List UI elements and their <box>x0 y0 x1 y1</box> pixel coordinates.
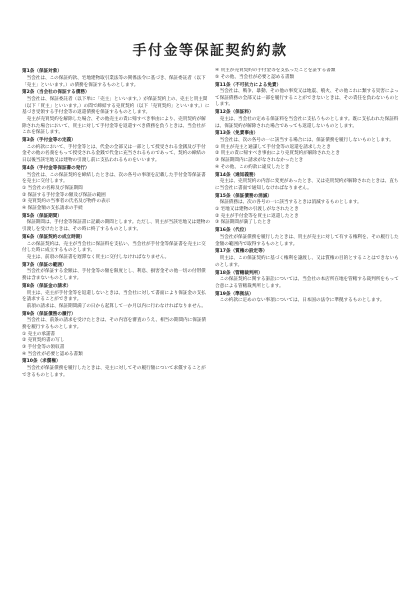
article-heading: 第6条（保証契約の成立時期） <box>22 234 85 240</box>
article-paragraph: 売主は、当会社の定める保証料を当会社に支払うものとします。既に支払われた保証料は、保証契約が解除された場合であっても返還しないものとします。 <box>215 116 399 129</box>
article-paragraph: 売主は、売買契約の内容に変更があったとき、又は売買契約が解除されたときは、直ちに当会社に書面で通知しなければなりません。 <box>215 179 399 191</box>
article-paragraph: この保証契約は、売主が当会社に保証料を支払い、当会社が手付金等保証書を売主に交付した時に成立するものとします。 <box>22 241 206 254</box>
article-heading: 第18条（管轄裁判所） <box>215 270 263 276</box>
list-item: ① 宅地又は建物の引渡しがなされたとき <box>215 207 299 213</box>
article-paragraph: 買主は、売主が手付金等を返還しないときは、当会社に対して書面により保証金の支払を請求することができます。 <box>22 290 206 303</box>
list-item: ③ 手付金等の領収書 <box>22 344 65 350</box>
article-heading: 第14条（通知義務） <box>215 172 259 178</box>
article-heading: 第19条（準拠法） <box>215 291 254 297</box>
article-paragraph: 当会社は、保証委託者（以下単に「売主」といいます。）が保証契約上の、売主と買主間（以下「買主」といいます。）の間で締結する売買契約（以下「売買契約」といいます。）に基づき受領する手付金等の返還債務を保証するものとします。 <box>22 97 210 116</box>
list-item: ④ 買主が売買契約の手付金等を支払ったことを証する書類 <box>215 68 336 73</box>
list-item: ④ 当会社が必要と認める書類 <box>22 351 83 357</box>
article-paragraph: 当会社が保証債務を履行したときは、買主が売主に対して有する権利を、その履行した金額の範囲内で取得するものとします。 <box>215 234 399 247</box>
article-paragraph: 売主が売買契約を解除した場合、その他売主の責に帰すべき事由により、売買契約が解除された場合において、買主に対して手付金等を返還すべき債務を負うときは、当会社がこれを保証します。 <box>22 116 206 136</box>
list-item: ① 売主の承諾書 <box>22 331 56 337</box>
article-heading: 第8条（保証金の請求） <box>22 283 72 289</box>
list-item: ② 売主が手付金等を買主に返還したとき <box>215 213 299 219</box>
list-item: ② 売買契約書の写し <box>22 338 65 344</box>
article-heading: 第2条（当会社の保証する債務） <box>22 90 90 96</box>
article-paragraph: この保証契約に関する訴訟については、当会社の本店所在地を管轄する裁判所をもって合意による管轄裁判所とします。 <box>215 277 399 289</box>
article-paragraph: 売主は、前項の保証書を遅滞なく買主に交付しなければなりません。 <box>26 254 170 260</box>
article-heading: 第10条（求償権） <box>22 359 61 365</box>
article-heading: 第12条（保証料） <box>215 110 254 116</box>
article-heading: 第5条（保証期間） <box>22 213 62 219</box>
article-paragraph: 買主は、この保証契約に基づく権利を譲渡し、又は質権の目的とすることはできないものとします。 <box>215 256 399 268</box>
right-column <box>215 68 403 588</box>
list-item: ⑤ その他、当会社が必要と認める書類 <box>215 74 295 80</box>
article-paragraph: 当会社は、前条の請求を受けたときは、その内容を審査のうえ、相当の期間内に保証債務を履行するものとします。 <box>22 318 207 330</box>
list-item: ② 保証する手付金等の額及び保証の範囲 <box>22 192 106 198</box>
article-heading: 第1条（保証対象） <box>22 69 62 75</box>
article-paragraph: 当会社は、この保証契約を締結したときは、次の各号の事項を記載した手付金等保証書を売主に交付します。 <box>22 172 206 185</box>
article-paragraph: 当会社は、この保証約款、宅地建物取引業法等の関係法令に基づき、保証委託者（以下「売主」といいます。）の債務を保証するものとします。 <box>22 75 206 88</box>
list-item: ② 買主の責に帰すべき事由により売買契約が解除されたとき <box>215 151 340 157</box>
list-item: ③ 保証期間内に請求がなされなかったとき <box>215 158 304 164</box>
article-paragraph: 当会社は、次の各号の一に該当する場合には、保証債務を履行しないものとします。 <box>219 138 394 144</box>
document-title: 手付金等保証契約約款 <box>132 43 288 59</box>
list-item: ③ 保証期間が満了したとき <box>215 220 272 226</box>
article-heading: 第7条（保証の範囲） <box>22 262 67 268</box>
article-paragraph: 保証期間は、手付金等保証書に記載の期間とします。ただし、買主が当該宅地又は建物の引渡しを受けたときは、その時に終了するものとします。 <box>22 220 210 233</box>
list-item: ④ 保証金額の支払請求の手続 <box>22 205 83 211</box>
article-paragraph: 当会社は、戦争、暴動、その他の事変又は地震、噴火、その他これに類する災害によって保証債務の全部又は一部を履行することができないときは、その責任を負わないものとします。 <box>215 89 399 108</box>
article-heading: 第9条（保証債務の履行） <box>22 311 76 317</box>
article-heading: 第15条（保証債務の消滅） <box>215 193 272 199</box>
article-paragraph: 当会社が保証債務を履行したときは、売主に対してその履行額について求償することができるものとします。 <box>22 366 206 378</box>
left-column <box>22 68 210 588</box>
article-heading: 第3条（手付金等の定義） <box>22 138 76 144</box>
article-paragraph: 前項の請求は、保証期間満了の日から起算して一か月以内に行わなければなりません。 <box>26 303 207 309</box>
article-heading: 第16条（代位） <box>215 228 249 234</box>
article-paragraph: 保証債務は、次の各号の一に該当するときは消滅するものとします。 <box>219 200 362 206</box>
article-paragraph: 当会社が保証する金額は、手付金等の額を限度とし、利息、損害金その他一切の付帯債務は含まないものとします。 <box>22 269 206 281</box>
article-paragraph: この約款に定めのない事項については、日本国の法令に準拠するものとします。 <box>219 298 385 304</box>
article-heading: 第4条（手付金等保証書の発行） <box>22 165 90 171</box>
article-heading: 第13条（免責事由） <box>215 131 259 137</box>
list-item: ③ 売買契約の当事者の氏名及び物件の表示 <box>22 199 111 205</box>
article-heading: 第11条（不可抗力による免責） <box>215 82 282 88</box>
list-item: ④ その他、この約款に違反したとき <box>215 164 290 170</box>
article-heading: 第17条（質権の設定等） <box>215 249 268 255</box>
list-item: ① 買主が売主と通謀して手付金等の返還を請求したとき <box>215 144 331 150</box>
list-item: ① 当会社の名称及び保証期間 <box>22 185 83 191</box>
article-paragraph: この約款において、手付金等とは、代金の全部又は一部として授受される金銭及び手付金その他の名義をもって授受される金銭で代金に充当されるものであって、契約の締結の日以後当該宅地又は建物の引渡し前に支払われるものをいいます。 <box>22 144 206 164</box>
